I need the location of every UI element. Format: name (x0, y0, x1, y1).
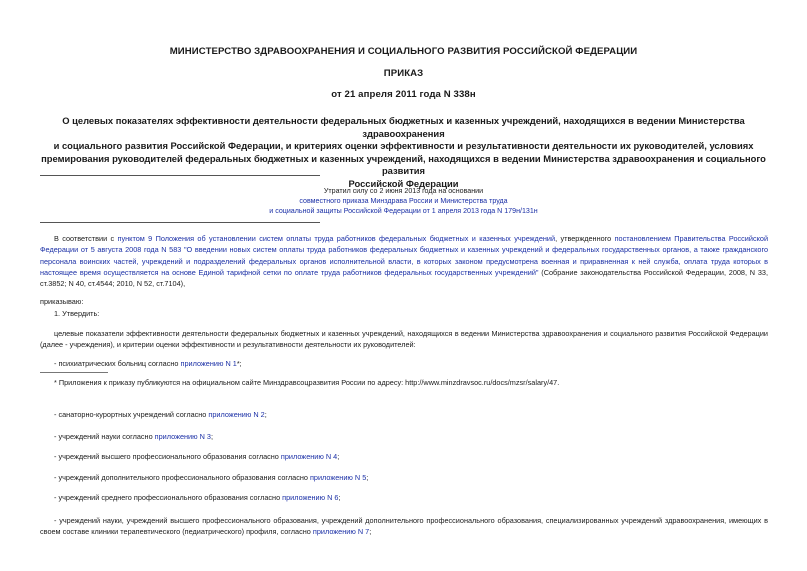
appendix-5-link[interactable]: приложению N 5 (309, 473, 367, 482)
preamble-text: (Собрание законодательства Российской Федерации, 2008, N 33, ст.3852; N 40, ст.4544; 2010, N 52, ст.7104), (40, 267, 768, 289)
list-item: - учреждений дополнительного профессионального образования согласно приложению N 5; (54, 473, 369, 482)
government-resolution-link[interactable]: постановлением Правительства Российской Федерации (40, 234, 769, 255)
appendix-3-link[interactable]: приложению N 3 (154, 432, 211, 441)
order-word: приказываю: (40, 297, 84, 306)
list-item: - учреждений науки, учреждений высшего профессионального образования, учреждений дополнительного профессионального образования, специализированных учреждений здравоохранения, имеющих в своем составе клиники терапевтического (педиатрического) профиля, согласно приложению N 7; (40, 516, 768, 537)
doc-type-heading: ПРИКАЗ (383, 68, 424, 79)
item-1-text: целевые показатели эффективности деятельности федеральных бюджетных и казенных учреждений, находящихся в ведении Министерства здравоохранения и социального развития Российской Федерации (далее - учреждения), и критерии оценки эффективности и результативности деятельности их руководителей: (40, 329, 768, 350)
title-line: премирования руководителей федеральных бюджетных и казенных учреждений, находящихся в ведении Министерства здравоохранения и социального развития (41, 152, 766, 176)
regulation-link[interactable]: пунктом 9 Положения об установлении систем оплаты труда работников федеральных бюджетных и казенных учреждений (117, 234, 556, 243)
title-line: О целевых показателях эффективности деятельности федеральных бюджетных и казенных учреждений, находящихся в ведении Министерства здравоохранения (62, 115, 745, 139)
appendix-7-link[interactable]: приложению N 7 (312, 527, 370, 537)
appendix-6-link[interactable]: приложению N 6 (282, 493, 339, 502)
preamble-text: В соответствии с (54, 234, 118, 243)
title-line: и социального развития Российской Федерации, и критериях оценки эффективности и результативности деятельности их руководителей, условиях (53, 140, 754, 151)
repeal-order-link[interactable]: совместного приказа Минздрава России и Министерства труда (299, 197, 508, 206)
divider-bottom (40, 222, 320, 223)
resolution-title-link[interactable]: от 5 августа 2008 года N 583 "О введении новых систем оплаты труда работников федеральных бюджетных и казенных учреждений и федеральных государственных органов, а также гражданского персонала воинских частей, учреждений и подразделений федеральных органов исполнительной власти, в которых законом предусмотрена военная и приравненная к ней служба, оплата труда которых в настоящее время осуществляется на основе Единой тарифной сетки по оплате труда работников федеральных государственных учреждений" (40, 245, 768, 277)
list-item: - санаторно-курортных учреждений согласно приложению N 2; (54, 410, 267, 419)
list-item: - учреждений среднего профессионального образования согласно приложению N 6; (54, 493, 341, 502)
footnote: * Приложения к приказу публикуются на официальном сайте Минздравсоцразвития России по адресу: http://www.minzdravsoc.ru/docs/mzsr/salary/47. (54, 378, 560, 387)
divider-top (40, 175, 320, 176)
repeal-order-link-cont[interactable]: и социальной защиты Российской Федерации от 1 апреля 2013 года N 179н/131н (269, 207, 538, 216)
appendix-2-link[interactable]: приложению N 2 (208, 410, 265, 419)
list-item: - учреждений высшего профессионального образования согласно приложению N 4; (54, 452, 340, 461)
list-item: - учреждений науки согласно приложению N 3; (54, 432, 214, 441)
preamble-paragraph (40, 233, 768, 289)
footnote-divider (40, 372, 108, 373)
item-1: 1. Утвердить: (54, 309, 100, 318)
title-line: Российской Федерации (348, 177, 459, 189)
ministry-heading: МИНИСТЕРСТВО ЗДРАВООХРАНЕНИЯ И СОЦИАЛЬНОГО РАЗВИТИЯ РОССИЙСКОЙ ФЕДЕРАЦИИ (169, 46, 638, 57)
status-note-text: Утратил силу со 2 июня 2013 года на основании (323, 187, 484, 195)
appendix-4-link[interactable]: приложению N 4 (280, 452, 338, 461)
preamble-text: , утвержденного (555, 234, 615, 243)
list-item: - психиатрических больниц согласно приложению N 1*; (54, 359, 242, 368)
date-number: от 21 апреля 2011 года N 338н (331, 89, 476, 100)
document-title (30, 115, 777, 190)
status-note (190, 186, 617, 217)
appendix-1-link[interactable]: приложению N 1 (180, 359, 237, 368)
